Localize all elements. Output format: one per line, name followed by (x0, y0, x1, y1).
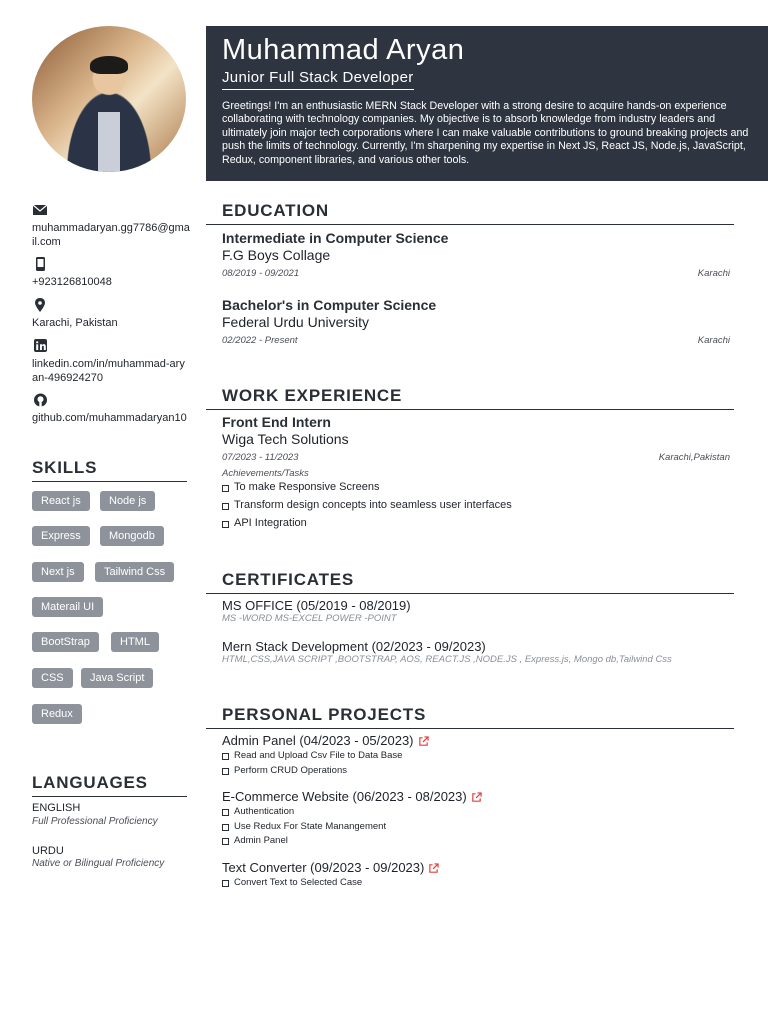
education-location: Karachi (697, 268, 730, 279)
contact-phone[interactable] (32, 257, 190, 289)
certificate-name: Mern Stack Development (02/2023 - 09/2023) (222, 639, 486, 654)
skill-chip: Java Script (81, 668, 153, 688)
email-text: muhammadaryan.gg7786@gmail.com (32, 222, 190, 248)
skill-chip: React js (32, 491, 90, 511)
linkedin-text: linkedin.com/in/muhammad-aryan-496924270 (32, 358, 185, 384)
work-tasks-list (222, 481, 512, 535)
education-location: Karachi (697, 335, 730, 346)
skill-chip: Redux (32, 704, 82, 724)
work-tasks-label: Achievements/Tasks (222, 468, 309, 479)
project-title[interactable] (222, 733, 429, 748)
linkedin-icon (32, 339, 48, 353)
candidate-name: Muhammad Aryan (222, 34, 465, 66)
language-level: Full Professional Proficiency (32, 816, 158, 827)
project-points (222, 806, 386, 850)
skill-chip: Tailwind Css (95, 562, 174, 582)
resume-header (206, 26, 768, 181)
candidate-title: Junior Full Stack Developer (222, 69, 414, 90)
education-dates: 08/2019 - 09/2021 (222, 268, 300, 279)
education-school: F.G Boys Collage (222, 247, 331, 263)
project-points (222, 750, 402, 779)
list-item: Read and Upload Csv File to Data Base (222, 750, 402, 765)
list-item: Authentication (222, 806, 386, 821)
project-name: Text Converter (09/2023 - 09/2023) (222, 860, 425, 875)
project-name: E-Commerce Website (06/2023 - 08/2023) (222, 789, 467, 804)
certificate-details: MS -WORD MS-EXCEL POWER -POINT (222, 613, 397, 624)
project-title[interactable] (222, 789, 482, 804)
skill-chip: Express (32, 526, 90, 546)
list-item: To make Responsive Screens (222, 481, 512, 499)
skill-chip: Materail UI (32, 597, 103, 617)
list-item: Use Redux For State Manangement (222, 821, 386, 836)
list-item: Transform design concepts into seamless user interfaces (222, 499, 512, 517)
project-points (222, 877, 362, 892)
skill-chip: HTML (111, 632, 159, 652)
project-title[interactable] (222, 860, 439, 875)
external-link-icon[interactable] (471, 792, 482, 803)
github-icon (32, 393, 48, 407)
work-heading: WORK EXPERIENCE (206, 386, 734, 410)
education-dates: 02/2022 - Present (222, 335, 298, 346)
languages-heading: LANGUAGES (32, 773, 187, 797)
location-pin-icon (32, 298, 48, 312)
profile-photo (32, 26, 186, 172)
github-text: github.com/muhammadaryan10 (32, 412, 187, 424)
list-item: Convert Text to Selected Case (222, 877, 362, 892)
external-link-icon[interactable] (428, 863, 439, 874)
language-name: ENGLISH (32, 802, 81, 814)
list-item: API Integration (222, 517, 512, 535)
education-degree: Intermediate in Computer Science (222, 230, 449, 246)
language-name: URDU (32, 845, 64, 857)
contact-email[interactable] (32, 203, 190, 249)
skill-chip: Mongodb (100, 526, 164, 546)
skill-chip: Node js (100, 491, 155, 511)
language-level: Native or Bilingual Proficiency (32, 858, 165, 869)
phone-icon (32, 257, 48, 271)
project-name: Admin Panel (04/2023 - 05/2023) (222, 733, 414, 748)
education-heading: EDUCATION (206, 201, 734, 225)
skill-chip: Next js (32, 562, 84, 582)
certificate-name: MS OFFICE (05/2019 - 08/2019) (222, 598, 411, 613)
external-link-icon[interactable] (418, 736, 429, 747)
skill-chip: BootStrap (32, 632, 99, 652)
education-school: Federal Urdu University (222, 314, 370, 330)
work-dates: 07/2023 - 11/2023 (222, 452, 299, 463)
certificate-details: HTML,CSS,JAVA SCRIPT ,BOOTSTRAP, AOS, REACT.JS ,NODE.JS , Express.js, Mongo db,Tailwind Css (222, 654, 672, 665)
education-degree: Bachelor's in Computer Science (222, 297, 437, 313)
phone-text: +923126810048 (32, 276, 112, 288)
work-role: Front End Intern (222, 414, 331, 430)
envelope-icon (32, 203, 48, 217)
contact-linkedin[interactable] (32, 339, 190, 385)
list-item: Perform CRUD Operations (222, 765, 402, 780)
list-item: Admin Panel (222, 835, 386, 850)
certificates-heading: CERTIFICATES (206, 570, 734, 594)
profile-summary: Greetings! I'm an enthusiastic MERN Stack Developer with a strong desire to acquire hands-on experience collaborating with technology companies. My objective is to absorb knowledge from industry leaders and ultimately join major tech corporations where I can make valuable contributions to ground breaking projects and push the limits of technology. Currently, I'm sharpening my expertise in Next JS, React JS, Node.js, JavaScript, Redux, component libraries, and various other tools. (222, 100, 749, 166)
skill-chip: CSS (32, 668, 73, 688)
projects-heading: PERSONAL PROJECTS (206, 705, 734, 729)
contact-github[interactable] (32, 393, 190, 425)
skills-heading: SKILLS (32, 458, 187, 482)
work-company: Wiga Tech Solutions (222, 431, 349, 447)
work-location: Karachi,Pakistan (658, 452, 730, 463)
location-text: Karachi, Pakistan (32, 317, 118, 329)
contact-location (32, 298, 190, 330)
